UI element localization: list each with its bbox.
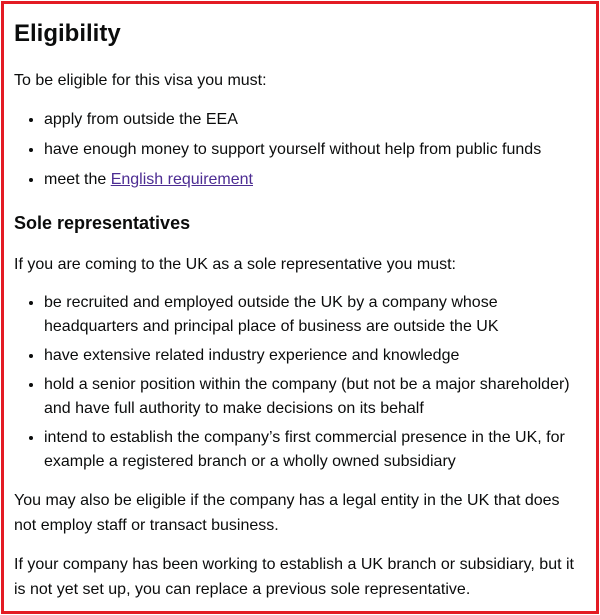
english-requirement-link[interactable]: English requirement (110, 171, 253, 188)
replace-representative-note-text: If your company has been working to establish a UK branch or subsidiary, but it is not yet set up, you can replace a previous sole representative. (14, 556, 574, 598)
list-item: • intend to establish the company’s first commercial presence in the UK, for example a registered branch or a wholly owned subsidiary (44, 426, 584, 474)
list-item: • hold a senior position within the company (but not be a major shareholder) and have full authority to make decisions on its behalf (44, 373, 584, 421)
page-title: Eligibility (14, 20, 121, 47)
list-item: • have extensive related industry experience and knowledge (44, 344, 584, 368)
list-item-text: meet the (44, 171, 111, 188)
list-item: • have enough money to support yourself without help from public funds (44, 137, 584, 162)
eligibility-intro-text: To be eligible for this visa you must: (14, 72, 267, 89)
list-item: • be recruited and employed outside the UK by a company whose headquarters and principal place of business are outside the UK (44, 291, 514, 339)
list-item (44, 167, 584, 192)
eligibility-page (1, 1, 599, 614)
visa-requirements-list (14, 107, 584, 192)
sole-representatives-intro-text: If you are coming to the UK as a sole representative you must: (14, 256, 456, 273)
sole-representative-requirements-list (14, 291, 584, 474)
section-heading-sole-representatives: Sole representatives (14, 213, 191, 233)
list-item: • apply from outside the EEA (44, 107, 584, 132)
legal-entity-note-text: You may also be eligible if the company has a legal entity in the UK that does not employ staff or transact business. (14, 492, 560, 534)
